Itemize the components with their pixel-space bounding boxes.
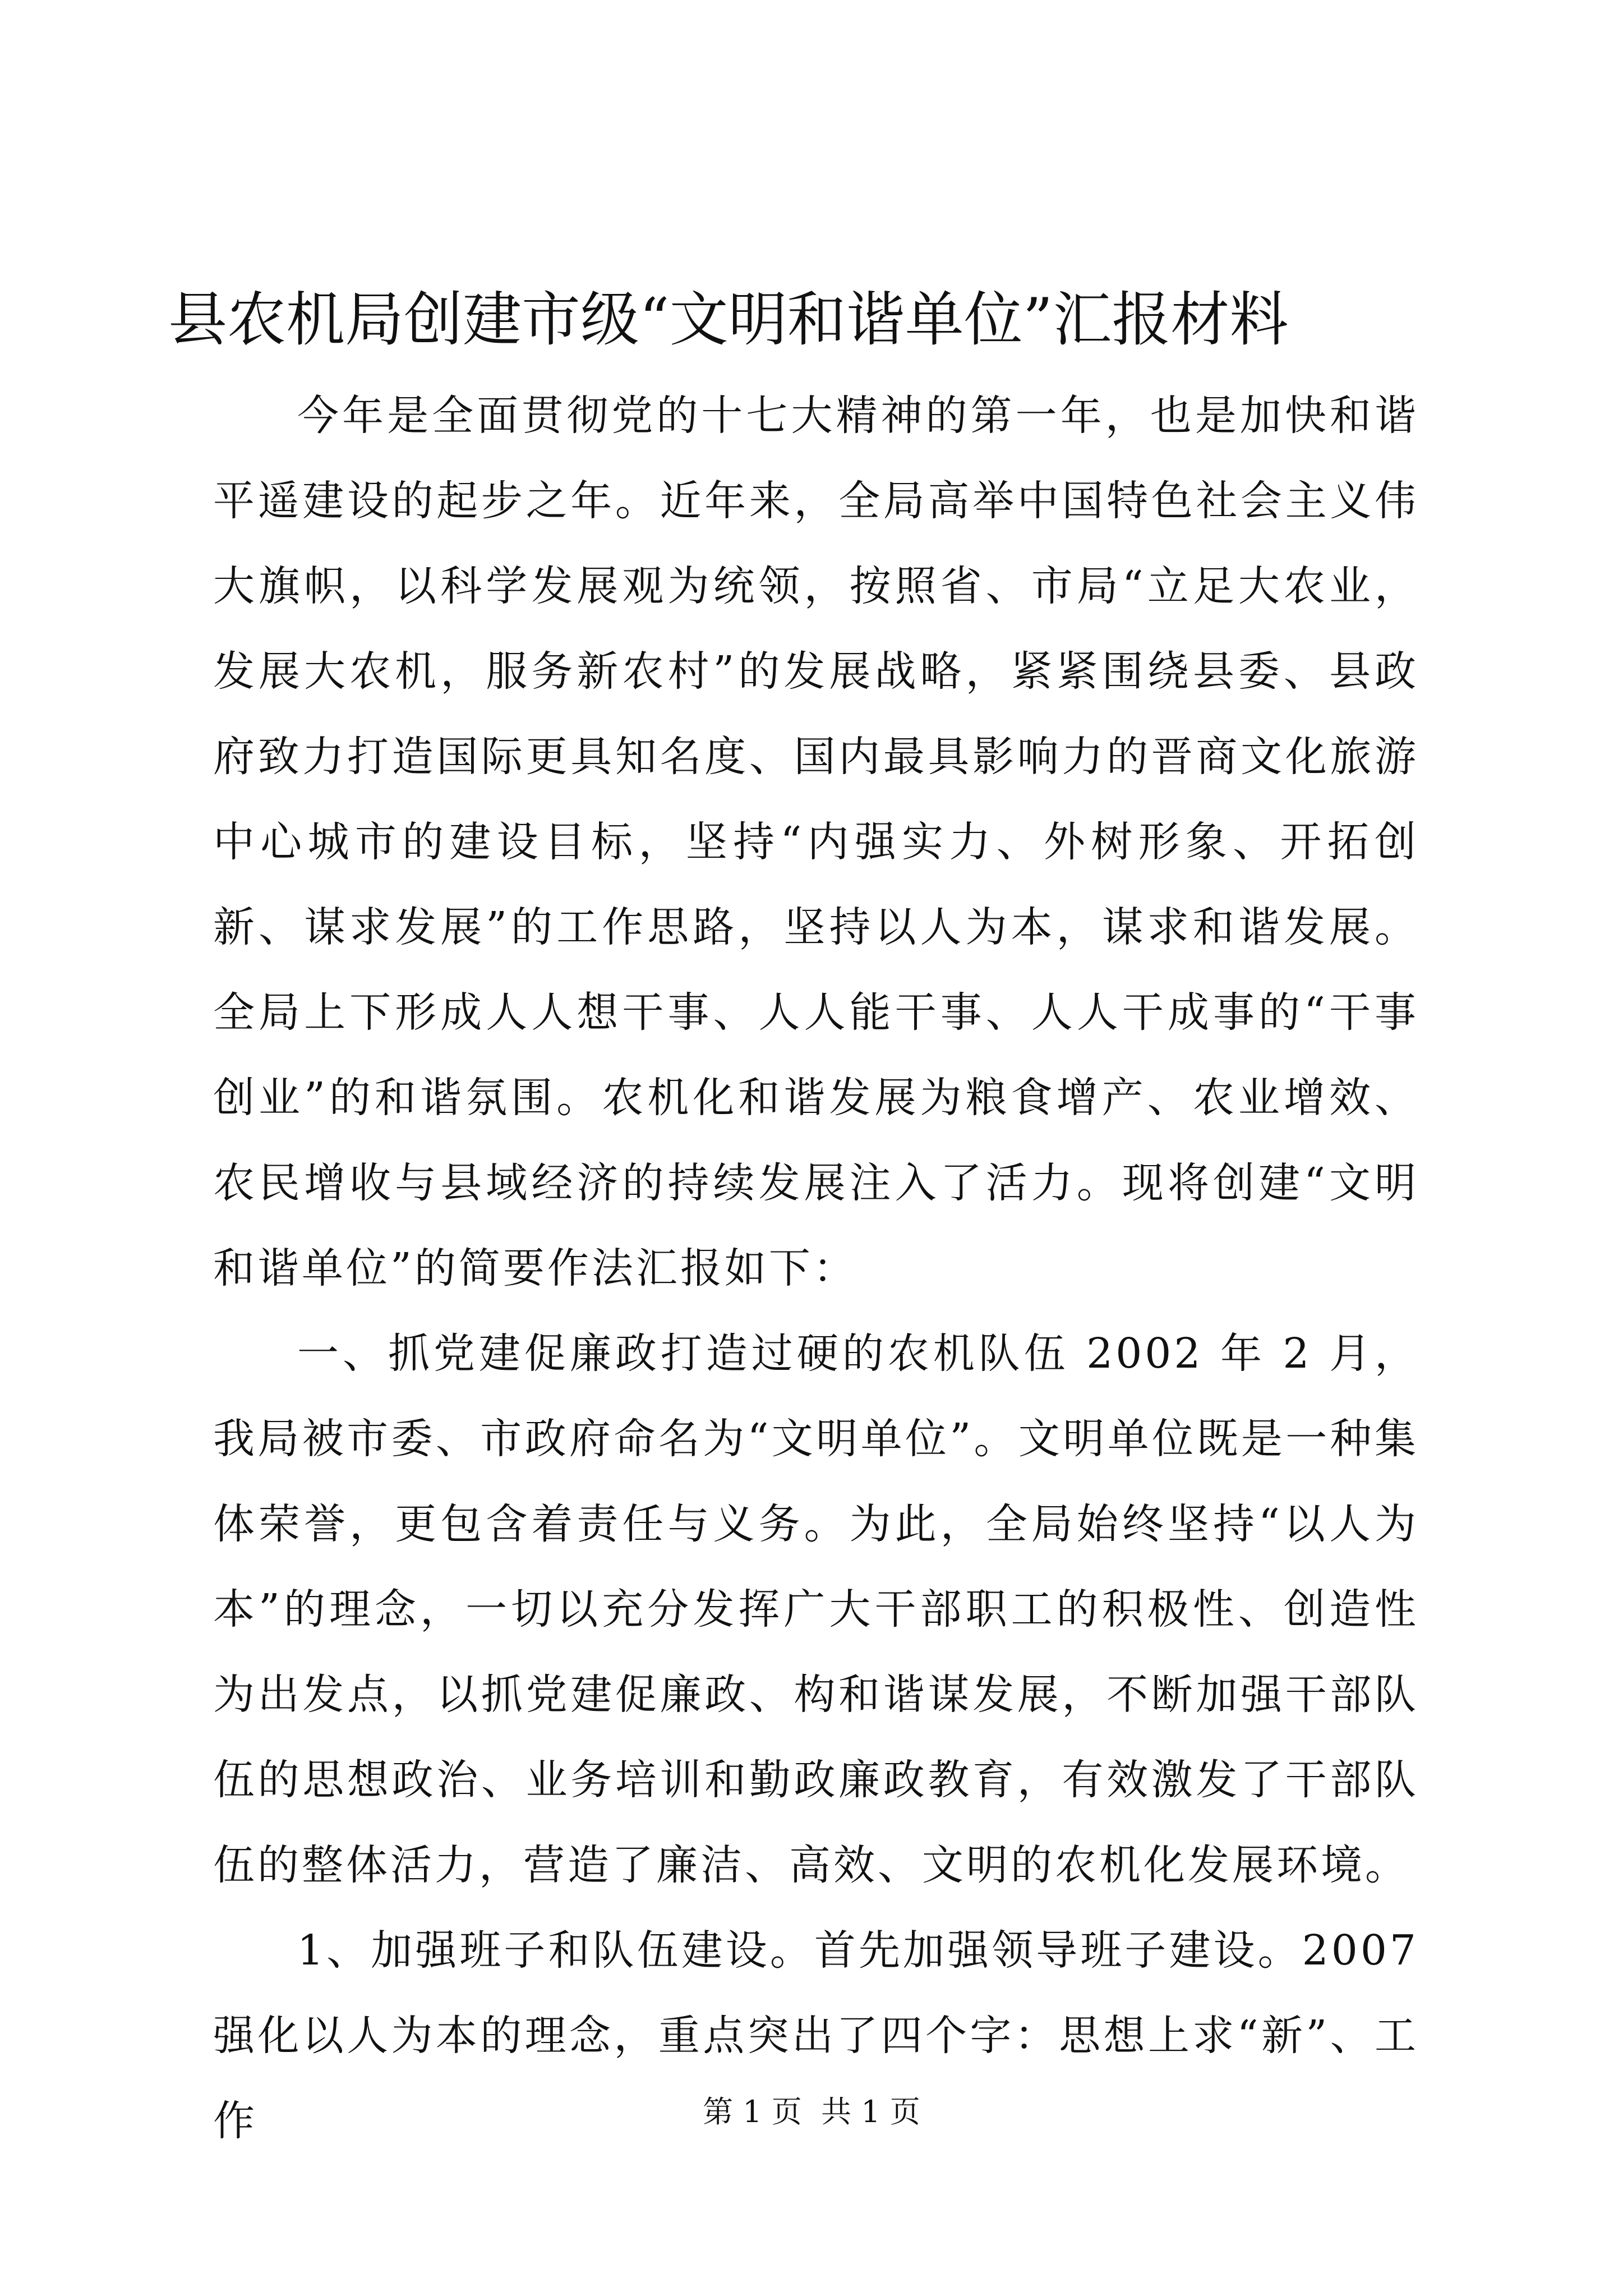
- paragraph-section-one: 一、抓党建促廉政打造过硬的农机队伍 2002 年 2 月，我局被市委、市政府命名为“文明单位”。文明单位既是一种集体荣誉，更包含着责任与义务。为此，全局始终坚持“以人为本”的理念，一切以充分发挥广大干部职工的积极性、创造性为出发点，以抓党建促廉政、构和谐谋发展，不断加强干部队伍的思想政治、业务培训和勤政廉政教育，有效激发了干部队伍的整体活力，营造了廉洁、高效、文明的农机化发展环境。: [213, 1329, 1419, 1889]
- document-title: 县农机局创建市级“文明和谐单位”汇报材料: [168, 286, 1289, 354]
- document-body: [213, 373, 1419, 2164]
- paragraph-intro: 今年是全面贯彻党的十七大精神的第一年，也是加快和谐平遥建设的起步之年。近年来，全局高举中国特色社会主义伟大旗帜，以科学发展观为统领，按照省、市局“立足大农业，发展大农机，服务新农村”的发展战略，紧紧围绕县委、县政府致力打造国际更具知名度、国内最具影响力的晋商文化旅游中心城市的建设目标，坚持“内强实力、外树形象、开拓创新、谋求发展”的工作思路，坚持以人为本，谋求和谐发展。全局上下形成人人想干事、人人能干事、人人干成事的“干事创业”的和谐氛围。农机化和谐发展为粮食增产、农业增效、农民增收与县域经济的持续发展注入了活力。现将创建“文明和谐单位”的简要作法汇报如下：: [213, 392, 1419, 1292]
- page-footer: 第 1 页 共 1 页: [703, 2094, 920, 2129]
- paragraph-item-one: 1、加强班子和队伍建设。首先加强领导班子建设。2007 强化以人为本的理念，重点突出了四个字：思想上求“新”、工作: [213, 1926, 1419, 2145]
